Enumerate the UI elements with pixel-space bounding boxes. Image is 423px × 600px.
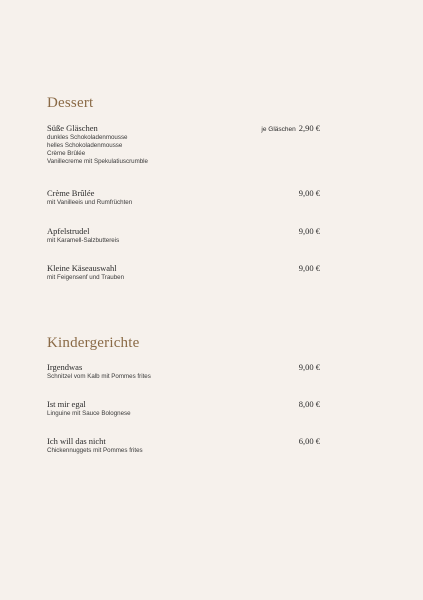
item-name: Süße Gläschen	[47, 123, 98, 133]
item-name: Crème Brûlée	[47, 188, 95, 198]
price-value: 2,90 €	[298, 123, 320, 133]
section-title-kindergerichte: Kindergerichte	[47, 335, 140, 351]
item-price: 9,00 €	[298, 188, 320, 198]
item-description-line: Vanillecreme mit Spekulatiuscrumble	[47, 158, 148, 165]
item-description-line: helles Schokoladenmousse	[47, 142, 123, 149]
menu-item-ist-mir-egal	[47, 399, 320, 418]
item-name: Ist mir egal	[47, 399, 86, 409]
item-price: 6,00 €	[298, 436, 320, 446]
section-title-dessert: Dessert	[47, 95, 94, 111]
item-name: Irgendwas	[47, 362, 83, 372]
item-description-line: mit Feigensenf und Trauben	[47, 274, 125, 281]
menu-item-kaeseauswahl	[47, 263, 320, 282]
item-name: Kleine Käseauswahl	[47, 263, 117, 273]
item-description-line: dunkles Schokoladenmousse	[47, 134, 128, 141]
item-description-line: mit Karamell-Salzbuttereis	[47, 237, 120, 244]
item-price	[261, 123, 320, 135]
menu-item-apfelstrudel	[47, 226, 320, 245]
item-name: Apfelstrudel	[47, 226, 90, 236]
item-name: Ich will das nicht	[47, 436, 106, 446]
item-description-line: Schnitzel vom Kalb mit Pommes frites	[47, 373, 151, 380]
item-description-line: Chickennuggets mit Pommes frites	[47, 447, 143, 454]
menu-item-suesse-glaeschen	[47, 123, 320, 166]
item-description-line: mit Vanilleeis und Rumfrüchten	[47, 199, 133, 206]
item-price: 8,00 €	[298, 399, 320, 409]
item-description-line: Linguine mit Sauce Bolognese	[47, 410, 131, 417]
price-note: je Gläschen	[261, 126, 296, 133]
menu-item-creme-brulee	[47, 188, 320, 207]
item-price: 9,00 €	[298, 226, 320, 236]
item-description-line: Crème Brûlée	[47, 150, 86, 157]
menu-item-ich-will-das-nicht	[47, 436, 320, 455]
item-price: 9,00 €	[298, 263, 320, 273]
item-price: 9,00 €	[298, 362, 320, 372]
menu-item-irgendwas	[47, 362, 320, 381]
